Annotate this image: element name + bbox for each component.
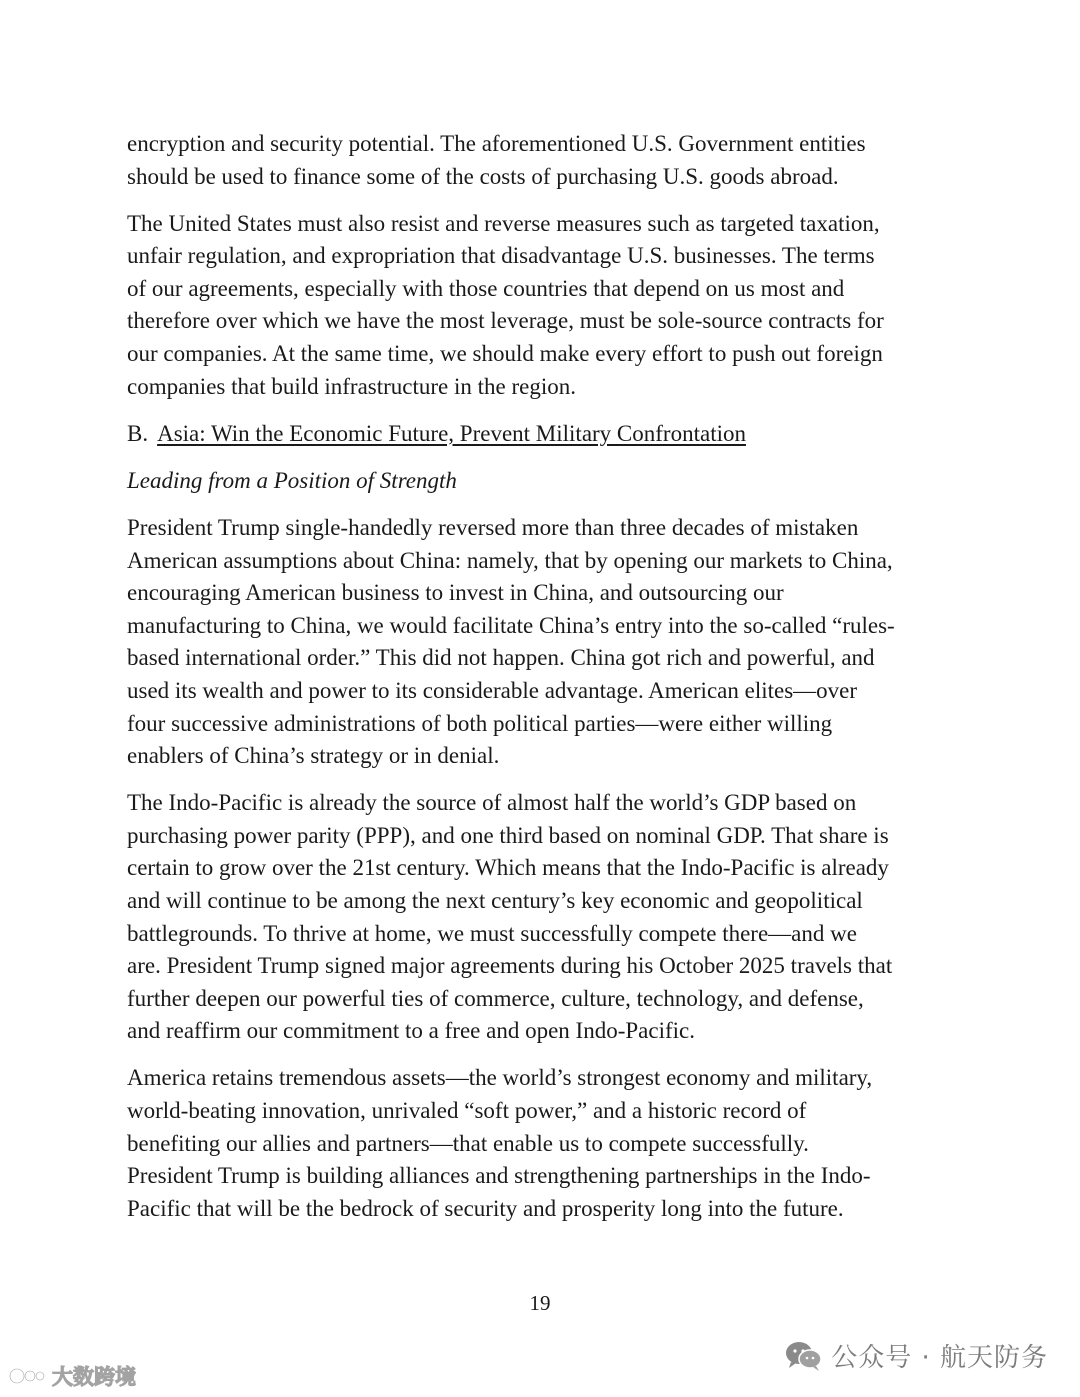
section-heading [127,418,957,451]
watermark-left [8,1361,136,1391]
subheading: Leading from a Position of Strength [127,467,457,493]
section-heading-prefix: B. [127,420,149,446]
section-heading-title: Asia: Win the Economic Future, Prevent Military Confrontation [157,420,746,446]
document-page [127,128,957,1240]
paragraph-3: President Trump single-handedly reversed more than three decades of mistaken American assumptions about China: namely, that by opening our markets to China, encouraging American business to invest in China, and outsourcing our manufacturing to China, we would facilitate China’s entry into the so-called “rules- based international order.” This did not happen. China got rich and powerful, and used its wealth and power to its considerable advantage. American elites—over four successive administrations of both political parties—were either willing enablers of China’s strategy or in denial. [127,514,895,769]
page-number: 19 [529,1291,551,1315]
watermark-right [785,1337,1048,1374]
paragraph-5: America retains tremendous assets—the world’s strongest economy and military, world-beating innovation, unrivaled “soft power,” and a historic record of benefiting our allies and partners—that enable us to compete successfully. President Trump is building alliances and strengthening partnerships in the Indo- Pacific that will be the bedrock of security and prosperity long into the future. [127,1065,873,1221]
paragraph-1: encryption and security potential. The aforementioned U.S. Government entities should be used to finance some of the costs of purchasing U.S. goods abroad. [127,131,866,189]
wechat-icon [785,1340,823,1372]
logo-icon [8,1363,48,1389]
watermark-right-text: 公众号 · 航天防务 [831,1343,1048,1373]
watermark-left-text: 大数跨境 [52,1365,136,1389]
paragraph-2: The United States must also resist and reverse measures such as targeted taxation, unfair regulation, and expropriation that disadvantage U.S. businesses. The terms of our agreements, especially with those countries that depend on us most and therefore over which we have the most leverage, must be sole-source contracts for our companies. At the same time, we should make every effort to push out foreign companies that build infrastructure in the region. [127,210,884,399]
paragraph-4: The Indo-Pacific is already the source of almost half the world’s GDP based on purchasing power parity (PPP), and one third based on nominal GDP. That share is certain to grow over the 21st century. Which means that the Indo-Pacific is already and will continue to be among the next century’s key economic and geopolitical battlegrounds. To thrive at home, we must successfully compete there—and we are. President Trump signed major agreements during his October 2025 travels that further deepen our powerful ties of commerce, culture, technology, and defense, and reaffirm our commitment to a free and open Indo-Pacific. [127,790,893,1044]
